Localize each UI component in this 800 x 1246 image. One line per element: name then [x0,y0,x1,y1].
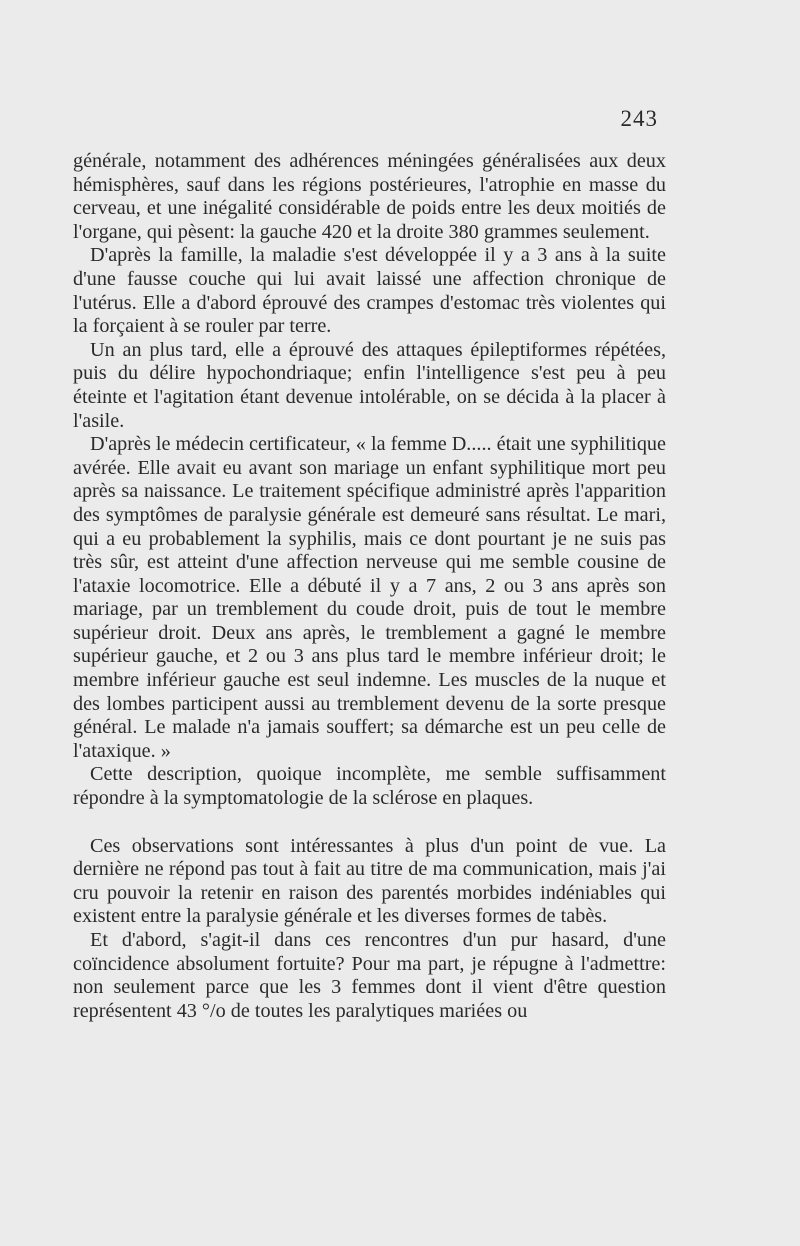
paragraph-physician-quote: D'après le médecin certificateur, « la femme D..... était une syphilitique avérée. Elle avait eu avant son mariage un enfant syphilitique mort peu après sa naissance. Le traitement spécifique administré après l'apparition des symptômes de paralysie générale est demeuré sans résultat. Le mari, qui a eu probablement la syphilis, mais ce dont pourtant je ne suis pas très sûr, est atteint d'une affection nerveuse qui me semble cousine de l'ataxie locomotrice. Elle a débuté il y a 7 ans, 2 ou 3 ans après son mariage, par un tremblement du coude droit, puis de tout le membre supérieur droit. Deux ans après, le tremblement a gagné le membre supérieur gauche, et 2 ou 3 ans plus tard le membre inférieur droit; le membre inférieur gauche est seul indemne. Les muscles de la nuque et des lombes participent aussi au tremblement devenu de la sorte presque général. Le malade n'a jamais souffert; sa démarche est un peu celle de l'ataxique. » [73,433,666,762]
body-text [73,150,666,1023]
page-number: 243 [620,106,658,131]
paragraph-progression: Un an plus tard, elle a éprouvé des attaques épileptiformes répétées, puis du délire hypochondriaque; enfin l'intelligence s'est peu à peu éteinte et l'agitation étant devenue intolérable, on se décida à la placer à l'asile. [73,338,666,432]
paragraph-observations-interest: Ces observations sont intéressantes à plus d'un point de vue. La dernière ne répond pas tout à fait au titre de ma communication, mais j'ai cru pouvoir la retenir en raison des parentés morbides indéniables qui existent entre la paralysie générale et les diverses formes de tabès. [73,834,666,928]
paragraph-family-history: D'après la famille, la maladie s'est développée il y a 3 ans à la suite d'une fausse couche qui lui avait laissé une affection chronique de l'utérus. Elle a d'abord éprouvé des crampes d'estomac très violentes qui la forçaient à se rouler par terre. [73,244,666,338]
paragraph-continuation: générale, notamment des adhérences méningées généralisées aux deux hémisphères, sauf dans les régions postérieures, l'atrophie en masse du cerveau, et une inégalité considérable de poids entre les deux moitiés de l'organe, qui pèsent: la gauche 420 et la droite 380 grammes seulement. [73,150,666,243]
paragraph-coincidence-question: Et d'abord, s'agit-il dans ces rencontres d'un pur hasard, d'une coïncidence absolument fortuite? Pour ma part, je répugne à l'admettre: non seulement parce que les 3 femmes dont il vient d'être question représentent 43 °/o de toutes les paralytiques mariées ou [73,929,666,1022]
paragraph-description-conclusion: Cette description, quoique incomplète, me semble suffisamment répondre à la symptomatologie de la sclérose en plaques. [73,763,666,810]
